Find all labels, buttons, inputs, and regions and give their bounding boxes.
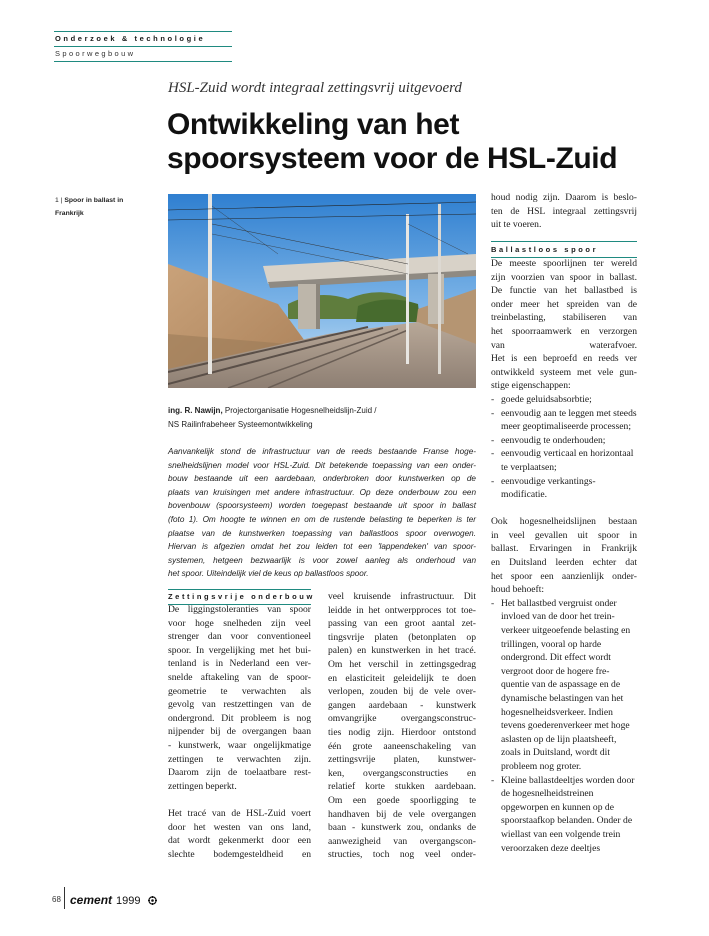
col1-line: gevolg van restzettingen van de [168,699,311,711]
col3-line: ballast. Ervaringen in Frankrijk [491,543,637,555]
col3-line: treinbelasting, stabiliseren van [491,312,637,324]
col3-line: De meeste spoorlijnen ter wereld [491,258,637,269]
author-name: ing. R. Nawijn, [168,406,223,415]
col3-line: uit te voeren. [491,219,542,231]
author-affiliation-2: NS Railinfrabeheer Systeemontwikkeling [168,420,313,429]
figure-caption-text-line1: Spoor in ballast in [64,197,124,204]
col3-body [491,257,637,855]
col3-line: onder meer het spreiden van de [491,298,637,310]
col2-line: passing van een groot aantal zet- [328,618,476,630]
list-item: - eenvoudige verkantings-modificatie. [491,475,637,502]
col2-line: handhaven bij de vele overgangen [328,808,476,820]
header-rule-top [54,31,232,32]
article-kicker: HSL-Zuid wordt integraal zettingsvrij uitgevoerd [168,80,462,96]
col2-line: relatief korte stukken aardebaan. [328,781,476,793]
list-item: - Het ballastbed vergruist onder invloed van de door het trein-verkeer uitgeoefende belasting en trillingen, vooral op harde ondergrond. Dit effect wordt vergroot door de hogere fre-quentie van de aspassage en de dynamische belastingen van het hogesnelheidsverkeer. Indien tevens goederenverkeer met hoge aslasten op de lijn plaatsheeft, zoals in Duitsland, wordt dit probleem nog groter. [491,597,637,774]
intro-line: plaatse van de kunstwerken toepassing van ballastloos spoor overwogen. [168,528,476,538]
col3-line: houd behoeft: [491,584,545,596]
intro-line: het spoor. Uiteindelijk viel de keus op ballastloos spoor. [168,569,369,579]
article-title [167,108,667,176]
header-rule-bottom [54,61,232,62]
intro-paragraph [168,445,476,581]
header-rule-mid [54,46,232,47]
bullet-list [491,597,637,855]
article-title-line2: spoorsysteem voor de HSL-Zuid [167,142,618,175]
footer-divider [64,887,65,909]
col2-line: omvangrijke overgangsconstruc- [328,713,476,725]
col3-line: ontwikkeld systeem met vele gun- [491,366,637,378]
list-item: - goede geluidsabsorbtie; [491,393,637,407]
figure-caption-text-line2: Frankrijk [55,210,84,217]
col2-line: en elasticiteit geleidelijk te doen [328,672,476,684]
col1-line: - kunstwerk, waar ongelijkmatige [168,739,311,751]
author-affiliation-1: Projectorganisatie Hogesnelheidslijn-Zuid / [222,406,377,415]
journal-logo-icon [148,892,157,901]
figure-caption-number: 1 [55,197,59,204]
col1-line: door het westen van ons land, [168,821,311,833]
journal-name: cement [70,893,113,907]
col3-line: Het is een beproefd en reeds ver [491,353,637,365]
col2-line: ken, overgangsconstructies en [328,767,476,779]
col1-line: Het tracé van de HSL-Zuid voert [168,807,311,819]
col2-line: gangen aardebaan - kunstwerk [328,699,476,711]
col1-line: strenger dan voor conventioneel [168,631,311,643]
col1-line: ondergrond. Dit probleem is nog [168,712,311,724]
journal-year: 1999 [116,895,141,907]
col2-line: zettingsvrije platen, kunstwer- [328,754,476,766]
article-title-line1: Ontwikkeling van het [167,108,460,141]
col2-line: Om een goede spoorligging te [328,794,476,806]
subsection-label: Spoorwegbouw [55,49,136,58]
col3-line: en Duitsland leerden echter dat [491,557,637,569]
col2-body [328,590,476,862]
col3-line: stige eigenschappen: [491,380,571,392]
col2-line: baan - kunstwerk zou, ondanks de [328,822,476,834]
col3-line: het spoorraamwerk en verzorgen [491,325,637,337]
col1-line: De liggingstoleranties van spoor [168,604,311,615]
col3-line: Ook hogesnelheidslijnen bestaan [491,516,637,528]
col3-heading-rule-top [491,241,637,242]
intro-line: Hiervan is afgezien omdat het zou leiden tot een 'lappendeken' van spoor- [168,542,476,552]
intro-line: systemen, hetgeen bezwaarlijk is voor zowel aanleg als onderhoud van [168,555,476,565]
col2-line: structies, toch nog veel onder- [328,849,476,861]
col1-line: zettingen beperkt. [168,780,237,792]
col2-line: één grote aaneenschakeling van [328,740,476,752]
col1-line: Daarom zijn de toelaatbare rest- [168,767,311,779]
col2-line: veel kruisende infrastructuur. Dit [328,591,476,602]
col2-line: leidde in het ontwerpproces tot toe- [328,604,476,616]
list-item: - eenvoudig verticaal en horizontaal te verplaatsen; [491,447,637,474]
col3-top-text [491,191,637,232]
col3-line: De functie van het ballastbed is [491,285,637,297]
col3-heading: Ballastloos spoor [491,245,599,254]
col1-heading-rule-top [168,589,311,590]
page-number: 68 [52,895,61,904]
paragraph-gap [168,793,311,807]
col1-line: nijpender bij de overgangen baan [168,726,311,738]
intro-line: plaats van kruisingen met andere infrastructuur. Op deze onderbouw zou een [168,487,476,497]
intro-line: Aanvankelijk stond de infrastructuur van de reeds bestaande Franse hoge- [168,447,476,456]
col1-line: tenland is in Nederland een ver- [168,658,311,670]
figure-photo [168,194,476,388]
col2-line: Om het verschil in zettingsgedrag [328,658,476,670]
col1-heading: Zettingsvrije onderbouw [168,592,315,601]
col2-line: tingsvrije platen (betonplaten op [328,631,476,643]
col1-line: slechte bodemgesteldheid en [168,848,311,860]
bullet-list [491,393,637,502]
col2-line: ties nodig zijn. Hierdoor ontstond [328,726,476,738]
col3-line: ten de HSL integraal zettingsvrij [491,205,637,217]
intro-line: bouw bestaande uit een aardebaan, onderbroken door kunstwerken op de [168,474,476,484]
figure-caption: 1 | Spoor in ballast in Frankrijk [55,197,124,217]
railway-photo-illustration [168,194,476,388]
intro-line: snelheidslijnen model voor HSL-Zuid. Dit betekende toepassing van een onder- [168,460,476,470]
col3-line: van waterafvoer. [491,339,637,351]
col2-line: palen) en kunstwerken in het tracé. [328,645,476,657]
footer-brand-block [70,891,157,909]
section-label: Onderzoek & technologie [55,34,206,43]
list-item: - eenvoudig aan te leggen met steeds meer geoptimaliseerde processen; [491,407,637,434]
col3-line: het spoor een aanzienlijk onder- [491,570,637,582]
col2-line: verlopen, zouden bij de vele over- [328,686,476,698]
intro-line: (foto 1). Om hoogte te winnen en om de rustende belasting te beperken is ter [168,514,476,524]
col3-line: houd nodig zijn. Daarom is beslo- [491,192,637,203]
list-item: - eenvoudig te onderhouden; [491,434,637,448]
col1-line: zettingen te verwachten zijn. [168,753,311,765]
col1-body [168,603,311,861]
col3-line: zijn voorzien van spoor in ballast. [491,271,637,283]
col1-line: geometrie te verwachten als [168,685,311,697]
col3-line: in veel gevallen uit spoor in [491,529,637,541]
col1-line: snelde aftakeling van de spoor- [168,671,311,683]
paragraph-gap [491,502,637,516]
col2-line: aanwezigheid van overgangscon- [328,835,476,847]
list-item: - Kleine ballastdeeltjes worden door de hogesnelheidstreinen opgeworpen en kunnen op de spoorstaafkop belanden. Onder de wiellast van een volgende trein veroorzaken deze deeltjes [491,774,637,856]
intro-line: bovenbouw (spoorsysteem) worden toegepast bestaande uit spoor in ballast [168,501,476,511]
col1-line: spoor. In vergelijking met het bui- [168,644,311,656]
author-block [168,404,488,432]
col1-line: voor hoge snelheden zijn veel [168,617,311,629]
col1-line: dat wordt gekenmerkt door een [168,835,311,847]
